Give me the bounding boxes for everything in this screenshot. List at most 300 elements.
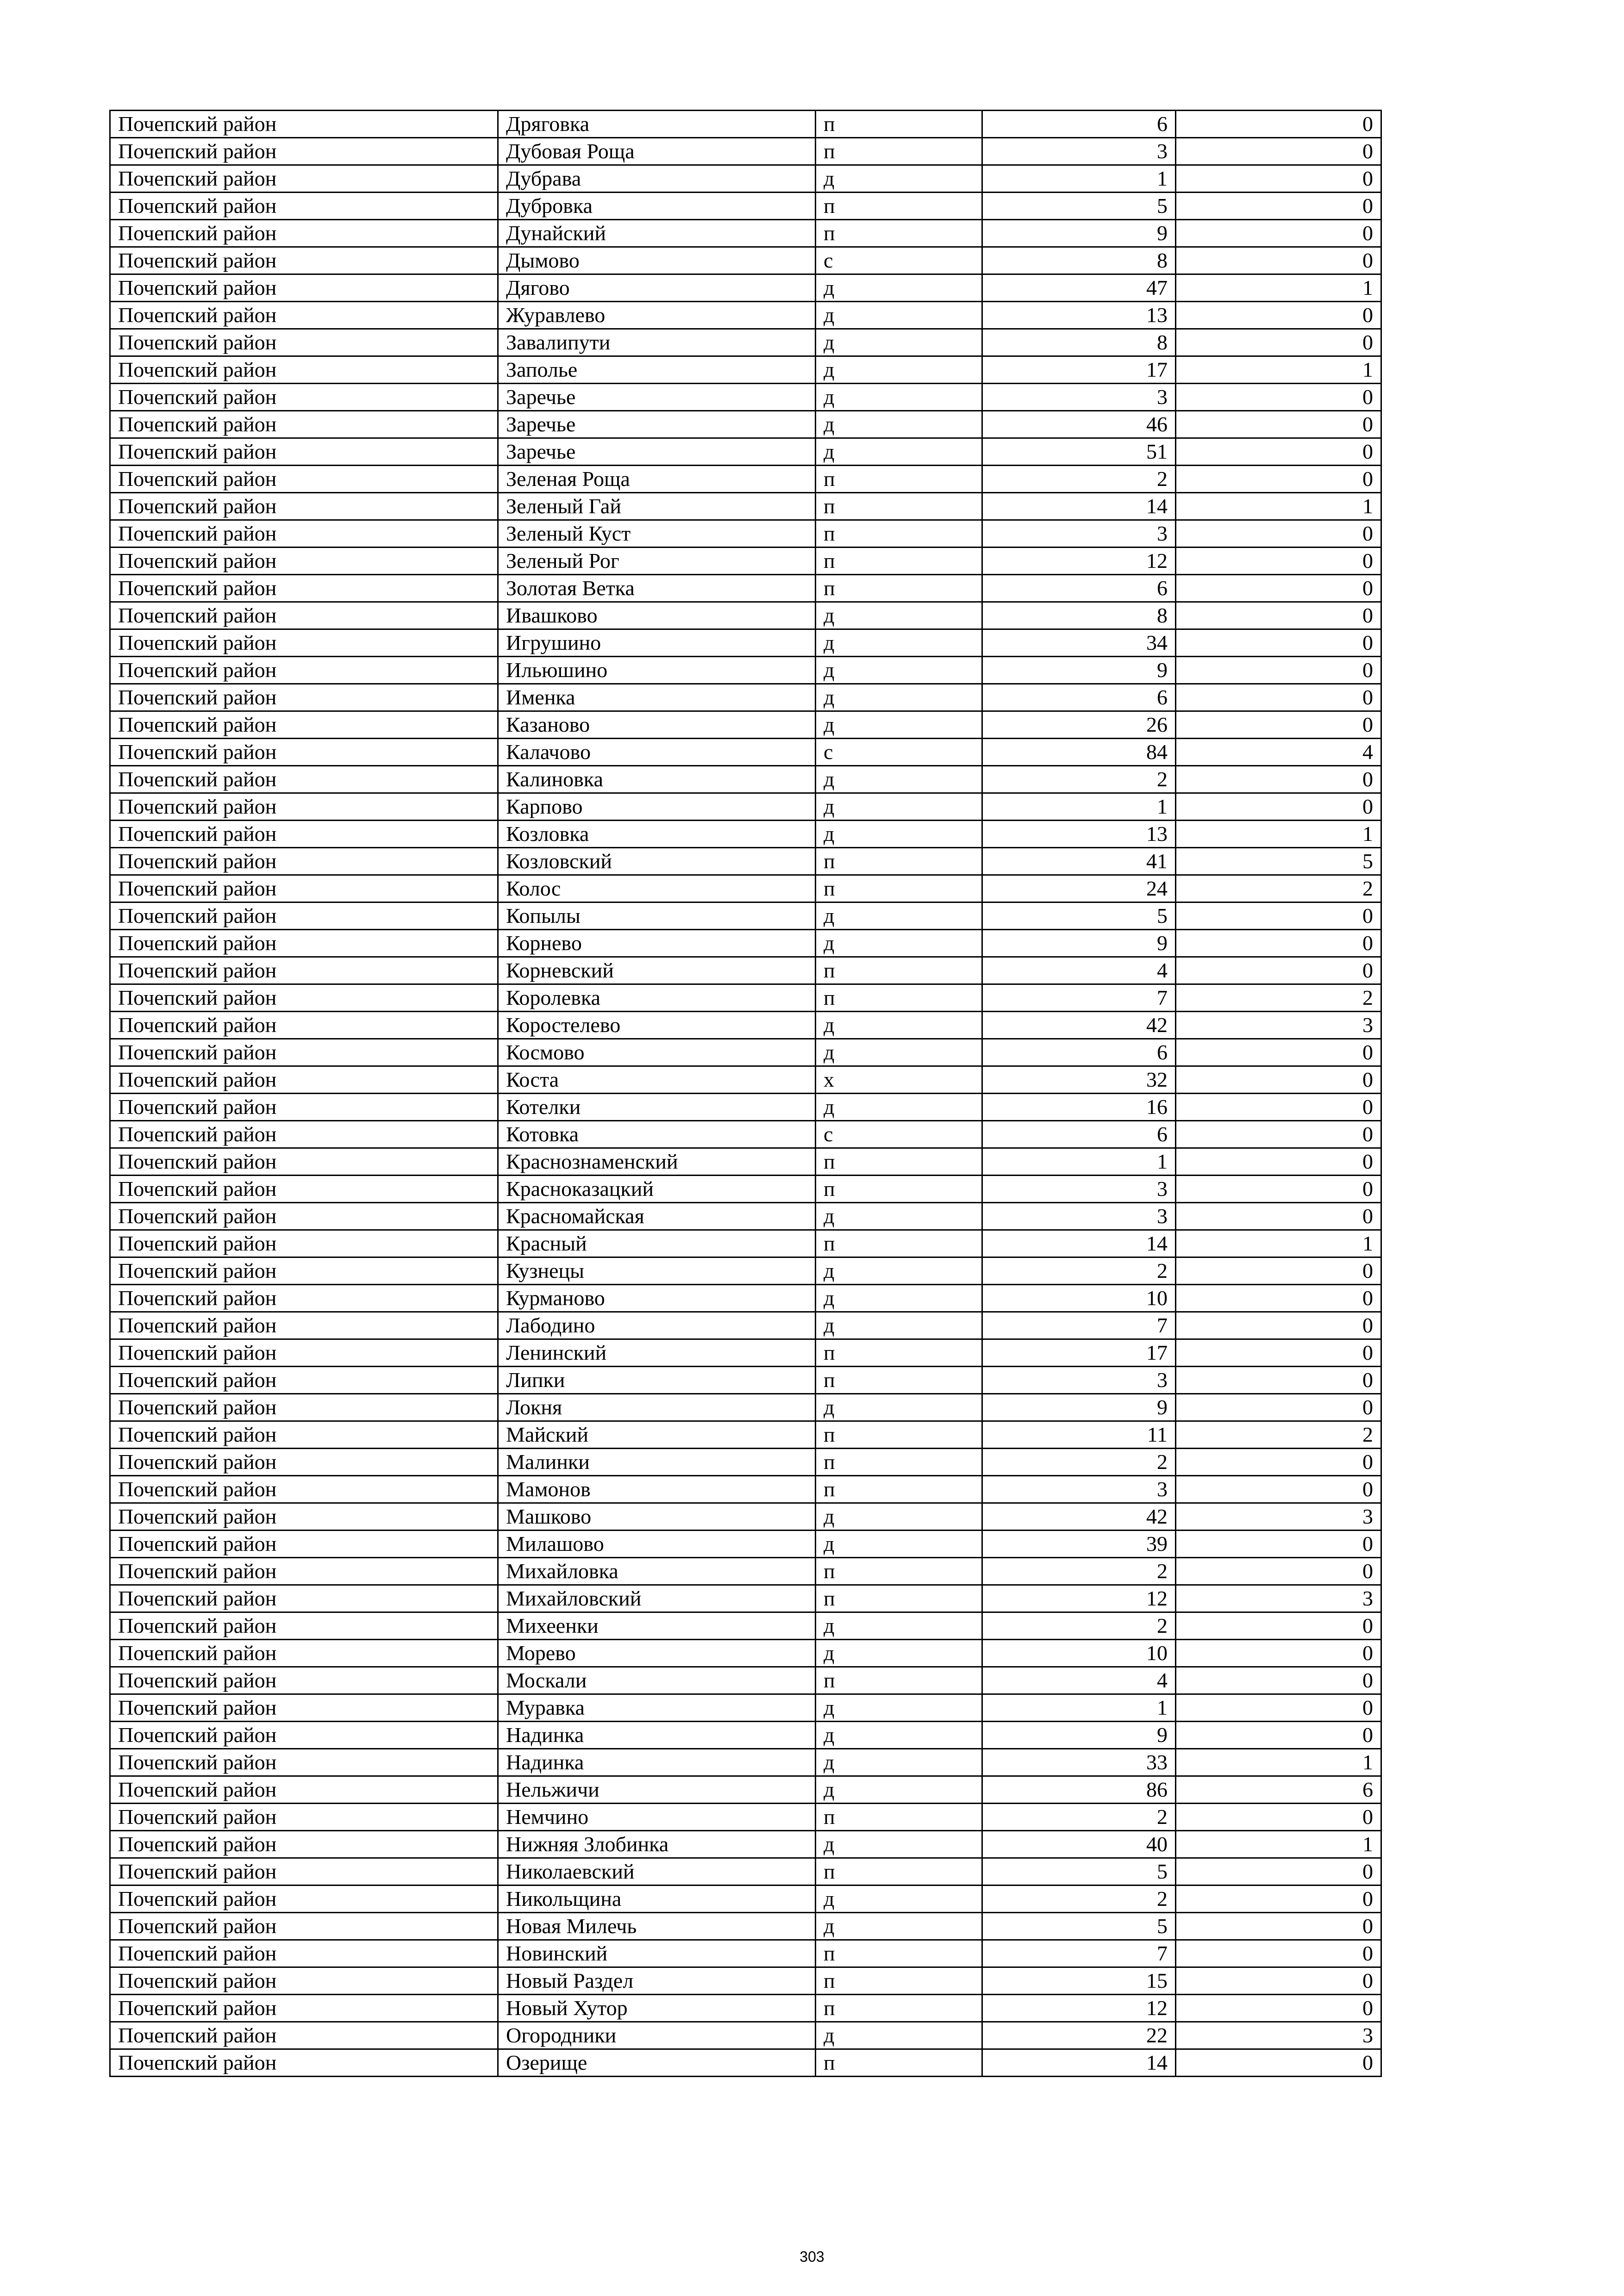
value-1-cell: 8 (982, 329, 1176, 356)
value-1-cell: 3 (982, 138, 1176, 165)
table-row (110, 875, 1381, 902)
value-1-cell: 34 (982, 629, 1176, 657)
settlement-type-cell: п (816, 1367, 982, 1394)
district-cell: Почепский район (110, 684, 498, 711)
settlement-name-cell: Дягово (498, 274, 816, 302)
table-row (110, 1585, 1381, 1612)
district-cell: Почепский район (110, 1612, 498, 1640)
settlement-type-cell: х (816, 1066, 982, 1094)
settlement-type-cell: п (816, 957, 982, 984)
value-2-cell: 0 (1176, 629, 1381, 657)
settlement-type-cell: д (816, 711, 982, 739)
settlement-type-cell: д (816, 1640, 982, 1667)
district-cell: Почепский район (110, 111, 498, 138)
district-cell: Почепский район (110, 1449, 498, 1476)
district-cell: Почепский район (110, 1148, 498, 1176)
settlement-type-cell: п (816, 2049, 982, 2077)
table-row (110, 165, 1381, 193)
table-row (110, 356, 1381, 384)
settlement-name-cell: Немчино (498, 1804, 816, 1831)
value-1-cell: 8 (982, 602, 1176, 629)
table-row (110, 739, 1381, 766)
value-1-cell: 5 (982, 1913, 1176, 1940)
table-row (110, 1640, 1381, 1667)
value-2-cell: 1 (1176, 1831, 1381, 1858)
settlement-type-cell: п (816, 1230, 982, 1257)
value-1-cell: 1 (982, 165, 1176, 193)
district-cell: Почепский район (110, 1203, 498, 1230)
settlement-type-cell: п (816, 1858, 982, 1885)
settlement-type-cell: п (816, 548, 982, 575)
table-row (110, 984, 1381, 1012)
settlement-name-cell: Дряговка (498, 111, 816, 138)
value-1-cell: 2 (982, 1257, 1176, 1285)
value-1-cell: 46 (982, 411, 1176, 438)
table-row (110, 1913, 1381, 1940)
value-1-cell: 6 (982, 1121, 1176, 1148)
settlement-name-cell: Михеенки (498, 1612, 816, 1640)
value-2-cell: 3 (1176, 2022, 1381, 2049)
value-1-cell: 2 (982, 466, 1176, 493)
district-cell: Почепский район (110, 193, 498, 220)
settlement-name-cell: Новинский (498, 1940, 816, 1967)
district-cell: Почепский район (110, 575, 498, 602)
settlement-type-cell: д (816, 1503, 982, 1531)
settlement-name-cell: Озерище (498, 2049, 816, 2077)
settlement-name-cell: Ивашково (498, 602, 816, 629)
settlement-name-cell: Морево (498, 1640, 816, 1667)
table-row (110, 329, 1381, 356)
settlement-type-cell: п (816, 1176, 982, 1203)
district-cell: Почепский район (110, 138, 498, 165)
value-2-cell: 0 (1176, 193, 1381, 220)
district-cell: Почепский район (110, 1394, 498, 1421)
table-row (110, 1367, 1381, 1394)
district-cell: Почепский район (110, 329, 498, 356)
settlement-name-cell: Малинки (498, 1449, 816, 1476)
value-1-cell: 47 (982, 274, 1176, 302)
value-1-cell: 32 (982, 1066, 1176, 1094)
district-cell: Почепский район (110, 1257, 498, 1285)
value-2-cell: 0 (1176, 165, 1381, 193)
table-row (110, 138, 1381, 165)
settlement-name-cell: Краснoказацкий (498, 1176, 816, 1203)
value-2-cell: 0 (1176, 1257, 1381, 1285)
settlement-type-cell: д (816, 384, 982, 411)
value-1-cell: 9 (982, 220, 1176, 247)
district-cell: Почепский район (110, 930, 498, 957)
value-1-cell: 16 (982, 1094, 1176, 1121)
settlement-name-cell: Милашово (498, 1531, 816, 1558)
district-cell: Почепский район (110, 1094, 498, 1121)
settlement-name-cell: Москали (498, 1667, 816, 1694)
district-cell: Почепский район (110, 1012, 498, 1039)
value-1-cell: 33 (982, 1749, 1176, 1776)
table-row (110, 411, 1381, 438)
settlement-name-cell: Кузнецы (498, 1257, 816, 1285)
settlement-name-cell: Заполье (498, 356, 816, 384)
district-cell: Почепский район (110, 657, 498, 684)
settlement-type-cell: д (816, 629, 982, 657)
table-row (110, 1257, 1381, 1285)
district-cell: Почепский район (110, 1531, 498, 1558)
district-cell: Почепский район (110, 493, 498, 520)
value-2-cell: 0 (1176, 2049, 1381, 2077)
value-2-cell: 0 (1176, 1858, 1381, 1885)
table-row (110, 2022, 1381, 2049)
value-2-cell: 0 (1176, 1640, 1381, 1667)
table-row (110, 1476, 1381, 1503)
district-cell: Почепский район (110, 1558, 498, 1585)
settlement-type-cell: п (816, 1339, 982, 1367)
district-cell: Почепский район (110, 984, 498, 1012)
value-2-cell: 0 (1176, 1312, 1381, 1339)
value-1-cell: 4 (982, 957, 1176, 984)
value-2-cell: 6 (1176, 1776, 1381, 1804)
district-cell: Почепский район (110, 793, 498, 821)
settlement-name-cell: Красный (498, 1230, 816, 1257)
table-row (110, 1066, 1381, 1094)
table-row (110, 1121, 1381, 1148)
settlement-name-cell: Дунайский (498, 220, 816, 247)
table-row (110, 1012, 1381, 1039)
settlement-name-cell: Дымово (498, 247, 816, 274)
value-1-cell: 1 (982, 793, 1176, 821)
value-2-cell: 0 (1176, 1804, 1381, 1831)
district-cell: Почепский район (110, 1503, 498, 1531)
district-cell: Почепский район (110, 274, 498, 302)
value-1-cell: 2 (982, 766, 1176, 793)
settlement-name-cell: Корневский (498, 957, 816, 984)
settlement-name-cell: Корнево (498, 930, 816, 957)
value-1-cell: 84 (982, 739, 1176, 766)
district-cell: Почепский район (110, 1066, 498, 1094)
table-row (110, 930, 1381, 957)
settlement-name-cell: Котовка (498, 1121, 816, 1148)
settlement-type-cell: п (816, 1804, 982, 1831)
settlement-type-cell: п (816, 875, 982, 902)
table-row (110, 1831, 1381, 1858)
value-1-cell: 10 (982, 1285, 1176, 1312)
district-cell: Почепский район (110, 766, 498, 793)
settlement-type-cell: п (816, 1995, 982, 2022)
settlement-type-cell: п (816, 1421, 982, 1449)
settlement-type-cell: д (816, 821, 982, 848)
value-1-cell: 2 (982, 1449, 1176, 1476)
value-2-cell: 0 (1176, 957, 1381, 984)
settlement-type-cell: д (816, 165, 982, 193)
value-2-cell: 0 (1176, 1176, 1381, 1203)
value-1-cell: 1 (982, 1694, 1176, 1722)
value-1-cell: 1 (982, 1148, 1176, 1176)
settlement-name-cell: Карпово (498, 793, 816, 821)
settlement-name-cell: Нижняя Злобинка (498, 1831, 816, 1858)
value-2-cell: 1 (1176, 493, 1381, 520)
settlement-type-cell: п (816, 1585, 982, 1612)
value-2-cell: 5 (1176, 848, 1381, 875)
district-cell: Почепский район (110, 1640, 498, 1667)
settlement-type-cell: п (816, 193, 982, 220)
settlement-name-cell: Никольщина (498, 1885, 816, 1913)
value-2-cell: 0 (1176, 1039, 1381, 1066)
value-1-cell: 10 (982, 1640, 1176, 1667)
settlement-type-cell: д (816, 1312, 982, 1339)
value-1-cell: 12 (982, 1995, 1176, 2022)
value-2-cell: 2 (1176, 875, 1381, 902)
table-row (110, 848, 1381, 875)
settlement-type-cell: д (816, 1694, 982, 1722)
settlement-name-cell: Лабодино (498, 1312, 816, 1339)
settlement-name-cell: Котелки (498, 1094, 816, 1121)
value-2-cell: 0 (1176, 1612, 1381, 1640)
value-1-cell: 42 (982, 1012, 1176, 1039)
value-1-cell: 9 (982, 930, 1176, 957)
table-row (110, 1804, 1381, 1831)
district-cell: Почепский район (110, 902, 498, 930)
value-1-cell: 7 (982, 1940, 1176, 1967)
table-row (110, 1667, 1381, 1694)
district-cell: Почепский район (110, 1039, 498, 1066)
table-body (110, 111, 1381, 2077)
settlement-type-cell: с (816, 1121, 982, 1148)
value-2-cell: 0 (1176, 793, 1381, 821)
settlement-name-cell: Колос (498, 875, 816, 902)
value-1-cell: 6 (982, 1039, 1176, 1066)
district-cell: Почепский район (110, 466, 498, 493)
settlement-type-cell: д (816, 1749, 982, 1776)
settlement-name-cell: Красномайская (498, 1203, 816, 1230)
table-row (110, 1203, 1381, 1230)
settlement-type-cell: с (816, 247, 982, 274)
value-1-cell: 11 (982, 1421, 1176, 1449)
district-cell: Почепский район (110, 1476, 498, 1503)
settlement-type-cell: п (816, 520, 982, 548)
table-row (110, 657, 1381, 684)
settlement-name-cell: Курманово (498, 1285, 816, 1312)
value-1-cell: 17 (982, 356, 1176, 384)
district-cell: Почепский район (110, 1367, 498, 1394)
settlement-type-cell: д (816, 684, 982, 711)
settlement-type-cell: д (816, 1913, 982, 1940)
settlement-name-cell: Дубовая Роща (498, 138, 816, 165)
table-row (110, 520, 1381, 548)
district-cell: Почепский район (110, 1421, 498, 1449)
table-row (110, 1722, 1381, 1749)
value-1-cell: 9 (982, 1722, 1176, 1749)
settlement-name-cell: Коростелево (498, 1012, 816, 1039)
settlement-type-cell: д (816, 1612, 982, 1640)
value-2-cell: 0 (1176, 111, 1381, 138)
district-cell: Почепский район (110, 302, 498, 329)
district-cell: Почепский район (110, 1967, 498, 1995)
settlement-type-cell: п (816, 575, 982, 602)
settlement-type-cell: д (816, 1012, 982, 1039)
district-cell: Почепский район (110, 1940, 498, 1967)
settlement-type-cell: с (816, 739, 982, 766)
settlement-type-cell: п (816, 1148, 982, 1176)
value-1-cell: 6 (982, 111, 1176, 138)
settlement-type-cell: д (816, 1285, 982, 1312)
settlement-name-cell: Заречье (498, 384, 816, 411)
table-row (110, 575, 1381, 602)
district-cell: Почепский район (110, 1722, 498, 1749)
table-row (110, 302, 1381, 329)
table-row (110, 1749, 1381, 1776)
value-1-cell: 41 (982, 848, 1176, 875)
table-row (110, 1421, 1381, 1449)
settlement-name-cell: Копылы (498, 902, 816, 930)
settlement-name-cell: Надинка (498, 1749, 816, 1776)
table-row (110, 1776, 1381, 1804)
value-1-cell: 12 (982, 548, 1176, 575)
settlement-type-cell: д (816, 793, 982, 821)
value-2-cell: 0 (1176, 1394, 1381, 1421)
settlement-name-cell: Игрушино (498, 629, 816, 657)
value-1-cell: 3 (982, 1476, 1176, 1503)
settlement-type-cell: д (816, 1094, 982, 1121)
table-row (110, 629, 1381, 657)
value-2-cell: 0 (1176, 1094, 1381, 1121)
settlement-type-cell: п (816, 848, 982, 875)
settlement-type-cell: п (816, 1449, 982, 1476)
table-row (110, 274, 1381, 302)
district-cell: Почепский район (110, 356, 498, 384)
table-row (110, 957, 1381, 984)
table-row (110, 1285, 1381, 1312)
value-2-cell: 0 (1176, 902, 1381, 930)
table-row (110, 1094, 1381, 1121)
district-cell: Почепский район (110, 411, 498, 438)
district-cell: Почепский район (110, 438, 498, 466)
value-1-cell: 51 (982, 438, 1176, 466)
district-cell: Почепский район (110, 739, 498, 766)
settlement-name-cell: Зеленый Куст (498, 520, 816, 548)
value-2-cell: 0 (1176, 575, 1381, 602)
district-cell: Почепский район (110, 520, 498, 548)
settlement-name-cell: Казаново (498, 711, 816, 739)
table-row (110, 1885, 1381, 1913)
value-2-cell: 0 (1176, 548, 1381, 575)
district-cell: Почепский район (110, 1831, 498, 1858)
district-cell: Почепский район (110, 1858, 498, 1885)
value-1-cell: 17 (982, 1339, 1176, 1367)
table-row (110, 1039, 1381, 1066)
table-row (110, 821, 1381, 848)
table-row (110, 220, 1381, 247)
district-cell: Почепский район (110, 548, 498, 575)
value-2-cell: 1 (1176, 1230, 1381, 1257)
district-cell: Почепский район (110, 1230, 498, 1257)
value-1-cell: 13 (982, 821, 1176, 848)
settlement-type-cell: д (816, 1831, 982, 1858)
district-cell: Почепский район (110, 165, 498, 193)
settlement-type-cell: д (816, 1722, 982, 1749)
value-2-cell: 0 (1176, 684, 1381, 711)
settlement-type-cell: п (816, 984, 982, 1012)
settlement-name-cell: Локня (498, 1394, 816, 1421)
district-cell: Почепский район (110, 629, 498, 657)
settlement-name-cell: Ленинский (498, 1339, 816, 1367)
value-1-cell: 2 (982, 1558, 1176, 1585)
settlement-name-cell: Завалипути (498, 329, 816, 356)
value-2-cell: 0 (1176, 1066, 1381, 1094)
district-cell: Почепский район (110, 1121, 498, 1148)
table-row (110, 1940, 1381, 1967)
value-1-cell: 3 (982, 520, 1176, 548)
settlement-name-cell: Заречье (498, 411, 816, 438)
district-cell: Почепский район (110, 1995, 498, 2022)
settlement-name-cell: Огородники (498, 2022, 816, 2049)
value-2-cell: 1 (1176, 356, 1381, 384)
value-1-cell: 8 (982, 247, 1176, 274)
value-2-cell: 0 (1176, 1121, 1381, 1148)
value-2-cell: 0 (1176, 329, 1381, 356)
settlement-type-cell: п (816, 111, 982, 138)
table-row (110, 1312, 1381, 1339)
table-row (110, 1694, 1381, 1722)
table-row (110, 193, 1381, 220)
district-cell: Почепский район (110, 1285, 498, 1312)
district-cell: Почепский район (110, 220, 498, 247)
district-cell: Почепский район (110, 1694, 498, 1722)
value-2-cell: 0 (1176, 302, 1381, 329)
settlement-type-cell: д (816, 902, 982, 930)
value-2-cell: 0 (1176, 220, 1381, 247)
table-row (110, 438, 1381, 466)
settlement-type-cell: д (816, 930, 982, 957)
value-1-cell: 22 (982, 2022, 1176, 2049)
value-1-cell: 3 (982, 1367, 1176, 1394)
value-2-cell: 0 (1176, 1476, 1381, 1503)
value-1-cell: 26 (982, 711, 1176, 739)
district-cell: Почепский район (110, 2049, 498, 2077)
table-row (110, 2049, 1381, 2077)
settlement-name-cell: Мамонов (498, 1476, 816, 1503)
settlement-name-cell: Нельжичи (498, 1776, 816, 1804)
value-1-cell: 5 (982, 1858, 1176, 1885)
settlement-name-cell: Коста (498, 1066, 816, 1094)
table-row (110, 1449, 1381, 1476)
value-1-cell: 9 (982, 657, 1176, 684)
district-cell: Почепский район (110, 1804, 498, 1831)
value-2-cell: 0 (1176, 602, 1381, 629)
settlement-type-cell: п (816, 1558, 982, 1585)
value-1-cell: 42 (982, 1503, 1176, 1531)
settlement-name-cell: Краснознаменский (498, 1148, 816, 1176)
value-2-cell: 0 (1176, 138, 1381, 165)
settlement-name-cell: Зеленый Гай (498, 493, 816, 520)
value-1-cell: 24 (982, 875, 1176, 902)
settlement-type-cell: д (816, 356, 982, 384)
value-2-cell: 0 (1176, 766, 1381, 793)
table-row (110, 793, 1381, 821)
settlement-name-cell: Липки (498, 1367, 816, 1394)
district-cell: Почепский район (110, 848, 498, 875)
table-row (110, 384, 1381, 411)
value-2-cell: 0 (1176, 1995, 1381, 2022)
value-2-cell: 0 (1176, 1722, 1381, 1749)
settlement-name-cell: Михайловский (498, 1585, 816, 1612)
value-2-cell: 0 (1176, 930, 1381, 957)
settlement-type-cell: д (816, 602, 982, 629)
settlement-name-cell: Николаевский (498, 1858, 816, 1885)
value-1-cell: 15 (982, 1967, 1176, 1995)
district-cell: Почепский район (110, 1585, 498, 1612)
table-row (110, 766, 1381, 793)
table-row (110, 111, 1381, 138)
value-1-cell: 2 (982, 1885, 1176, 1913)
value-2-cell: 0 (1176, 1531, 1381, 1558)
